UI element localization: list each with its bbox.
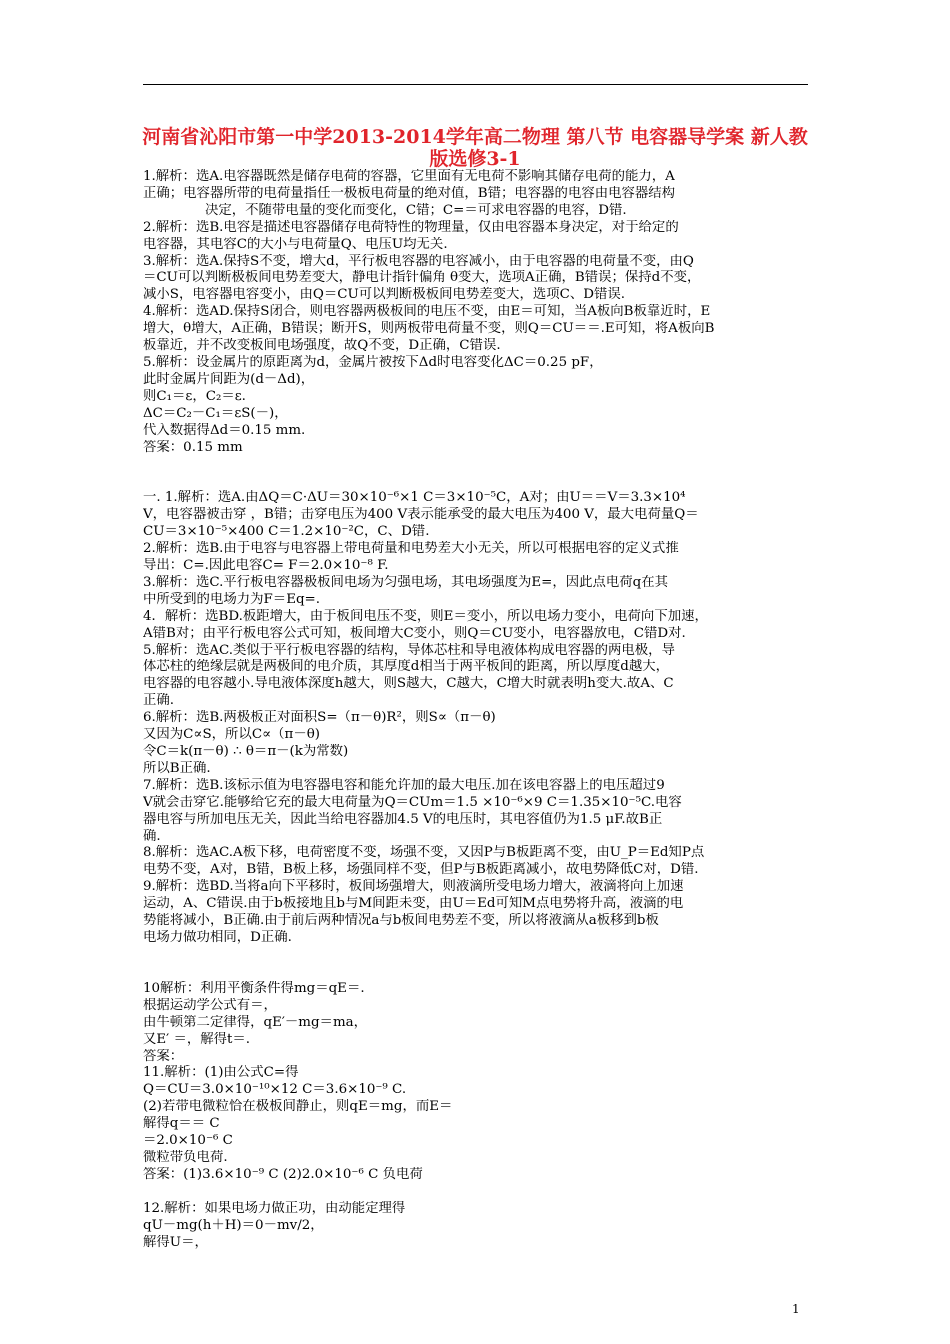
text-line: V，电容器被击穿 ，B错；击穿电压为400 V表示能承受的最大电压为400 V，最大电荷量Q＝ xyxy=(143,507,699,523)
text-line: 1.解析：选A.电容器既然是储存电荷的容器，它里面有无电荷不影响其储存电荷的能力，A xyxy=(143,169,675,184)
text-line: 确. xyxy=(143,828,161,844)
text-line: A错B对；由平行板电容公式可知，板间增大C变小，则Q＝CU变小，电容器放电，C错D对. xyxy=(143,625,686,641)
text-line: 2.解析：选B.电容是描述电容器储存电荷特性的物理量，仅由电容器本身决定，对于给定的 xyxy=(143,219,679,235)
text-line: 解得q＝＝ C xyxy=(143,1116,220,1132)
text-line: 势能将减小，B正确.由于前后两种情况a与b板间电势差不变，所以将液滴从a板移到b板 xyxy=(143,913,659,929)
text-line: 则C₁＝ε，C₂＝ε. xyxy=(143,388,246,404)
text-line: Q＝CU＝3.0×10⁻¹⁰×12 C＝3.6×10⁻⁹ C. xyxy=(143,1082,407,1098)
text-line: 11.解析：(1)由公式C=得 xyxy=(143,1065,299,1081)
text-line: 2.解析：选B.由于电容与电容器上带电荷量和电势差大小无关，所以可根据电容的定义式推 xyxy=(143,541,679,557)
text-line: 由牛顿第二定律得，qE′－mg＝ma， xyxy=(143,1014,368,1030)
text-line: (2)若带电微粒恰在极板间静止，则qE＝mg，而E＝ xyxy=(143,1099,453,1115)
text-line: V就会击穿它.能够给它充的最大电荷量为Q＝CUm＝1.5 ×10⁻⁶×9 C＝1.35×10⁻⁵C.电容 xyxy=(143,794,682,810)
text-line: 4.解析：选AD.保持S闭合，则电容器两极板间的电压不变，由E＝可知，当A板向B板靠近时，E xyxy=(143,304,711,320)
text-line: 又E′ ＝，解得t＝. xyxy=(143,1031,251,1047)
text-line: 答案： xyxy=(143,1048,184,1064)
text-line: 正确. xyxy=(143,693,175,709)
text-line: 根据运动学公式有＝， xyxy=(143,997,277,1013)
text-line: 微粒带负电荷. xyxy=(143,1149,228,1165)
text-line: 答案：0.15 mm xyxy=(143,439,243,455)
text-line: 此时金属片间距为(d－Δd)， xyxy=(143,371,315,387)
text-line: 9.解析：选BD.当将a向下平移时，板间场强增大，则液滴所受电场力增大，液滴将向上加速 xyxy=(143,879,684,895)
text-line: 体芯柱的绝缘层就是两极间的电介质，其厚度d相当于两平板间的距离，所以厚度d越大， xyxy=(143,659,669,675)
text-line: 7.解析：选B.该标示值为电容器电容和能允许加的最大电压.加在该电容器上的电压超过9 xyxy=(143,777,665,793)
text-line: CU＝3×10⁻⁵×400 C＝1.2×10⁻²C，C、D错. xyxy=(143,524,430,540)
text-line: 12.解析：如果电场力做正功，由动能定理得 xyxy=(143,1200,406,1216)
text-line: 运动，A、C错误.由于b板接地且b与M间距未变，由U＝Ed可知M点电势将升高，液滴的电 xyxy=(143,896,684,912)
text-line: 电容器，其电容C的大小与电荷量Q、电压U均无关. xyxy=(143,236,448,252)
text-line: ΔC＝C₂－C₁＝εS(－)， xyxy=(143,405,288,421)
text-line: 板靠近，并不改变板间电场强度，故Q不变，D正确，C错误. xyxy=(143,338,501,354)
text-line: ＝CU可以判断极板间电势差变大，静电计指针偏角 θ变大，选项A正确，B错误；保持d不变， xyxy=(143,270,701,286)
text-line: 又因为C∝S，所以C∝（π－θ) xyxy=(143,727,321,743)
text-line: qU－mg(h＋H)＝0－mv/2， xyxy=(143,1217,324,1233)
text-line: 决定，不随带电量的变化而变化，C错；C=＝可求电容器的电容，D错. xyxy=(205,202,627,218)
text-line: 3.解析：选A.保持S不变，增大d，平行板电容器的电容减小，由于电容器的电荷量不变，由Q xyxy=(143,253,694,269)
text-line: 电势不变，A对，B错，B板上移，场强同样不变，但P与B板距离减小，故电势降低C对，D错. xyxy=(143,862,699,878)
text-line: 一. 1.解析：选A.由ΔQ＝C·ΔU＝30×10⁻⁶×1 C＝3×10⁻⁵C，A对；由U＝＝V＝3.3×10⁴ xyxy=(143,490,686,506)
text-line: 所以B正确. xyxy=(143,760,211,776)
text-line: 增大，θ增大，A正确，B错误；断开S，则两板带电荷量不变，则Q＝CU＝＝.E可知，将A板向B xyxy=(143,321,715,337)
text-line: 中所受到的电场力为F＝Eq=. xyxy=(143,591,321,607)
text-line: 解得U＝， xyxy=(143,1234,208,1250)
text-line: 正确；电容器所带的电荷量指任一极板电荷量的绝对值，B错；电容器的电容由电容器结构 xyxy=(143,185,676,201)
text-line: 4．解析：选BD.板距增大，由于板间电压不变，则E＝变小，所以电场力变小，电荷向下加速， xyxy=(143,608,708,624)
text-line: 电容器的电容越小.导电液体深度h越大，则S越大，C越大，C增大时就表明h变大.故A、C xyxy=(143,676,674,692)
text-line: 10解析：利用平衡条件得mg＝qE＝. xyxy=(143,980,365,996)
document-title: 河南省沁阳市第一中学2013-2014学年高二物理 第八节 电容器导学案 新人教版选修3-1 xyxy=(142,126,808,170)
text-line: 答案：(1)3.6×10⁻⁹ C (2)2.0×10⁻⁶ C 负电荷 xyxy=(143,1166,423,1182)
text-line: 导出：C=.因此电容C= F＝2.0×10⁻⁸ F. xyxy=(143,558,389,574)
text-line: 6.解析：选B.两极板正对面积S=（π－θ)R²，则S∝（π－θ) xyxy=(143,710,496,726)
text-line: 代入数据得Δd＝0.15 mm. xyxy=(143,422,306,438)
text-line: 3.解析：选C.平行板电容器极板间电场为匀强电场，其电场强度为E=，因此点电荷q在其 xyxy=(143,574,669,590)
page-number: 1 xyxy=(792,1302,800,1316)
text-line: 电场力做功相同，D正确. xyxy=(143,929,292,945)
text-line: ＝2.0×10⁻⁶ C xyxy=(143,1133,233,1149)
document-body xyxy=(143,169,810,1251)
text-line: 8.解析：选AC.A板下移，电荷密度不变，场强不变，又因P与B板距离不变，由U_P＝Ed知P点 xyxy=(143,845,705,861)
text-line: 减小S，电容器电容变小，由Q＝CU可以判断极板间电势差变大，选项C、D错误. xyxy=(143,287,626,303)
text-line: 5.解析：选AC.类似于平行板电容器的结构，导体芯柱和导电液体构成电容器的两电极，导 xyxy=(143,642,675,658)
text-line: 器电容与所加电压无关，因此当给电容器加4.5 V的电压时，其电容值仍为1.5 μF.故B正 xyxy=(143,811,663,827)
text-line: 令C＝k(π－θ) ∴ θ＝π－(k为常数) xyxy=(143,744,349,759)
text-line: 5.解析：设金属片的原距离为d，金属片被按下Δd时电容变化ΔC＝0.25 pF， xyxy=(143,354,603,370)
header-rule xyxy=(143,84,808,85)
